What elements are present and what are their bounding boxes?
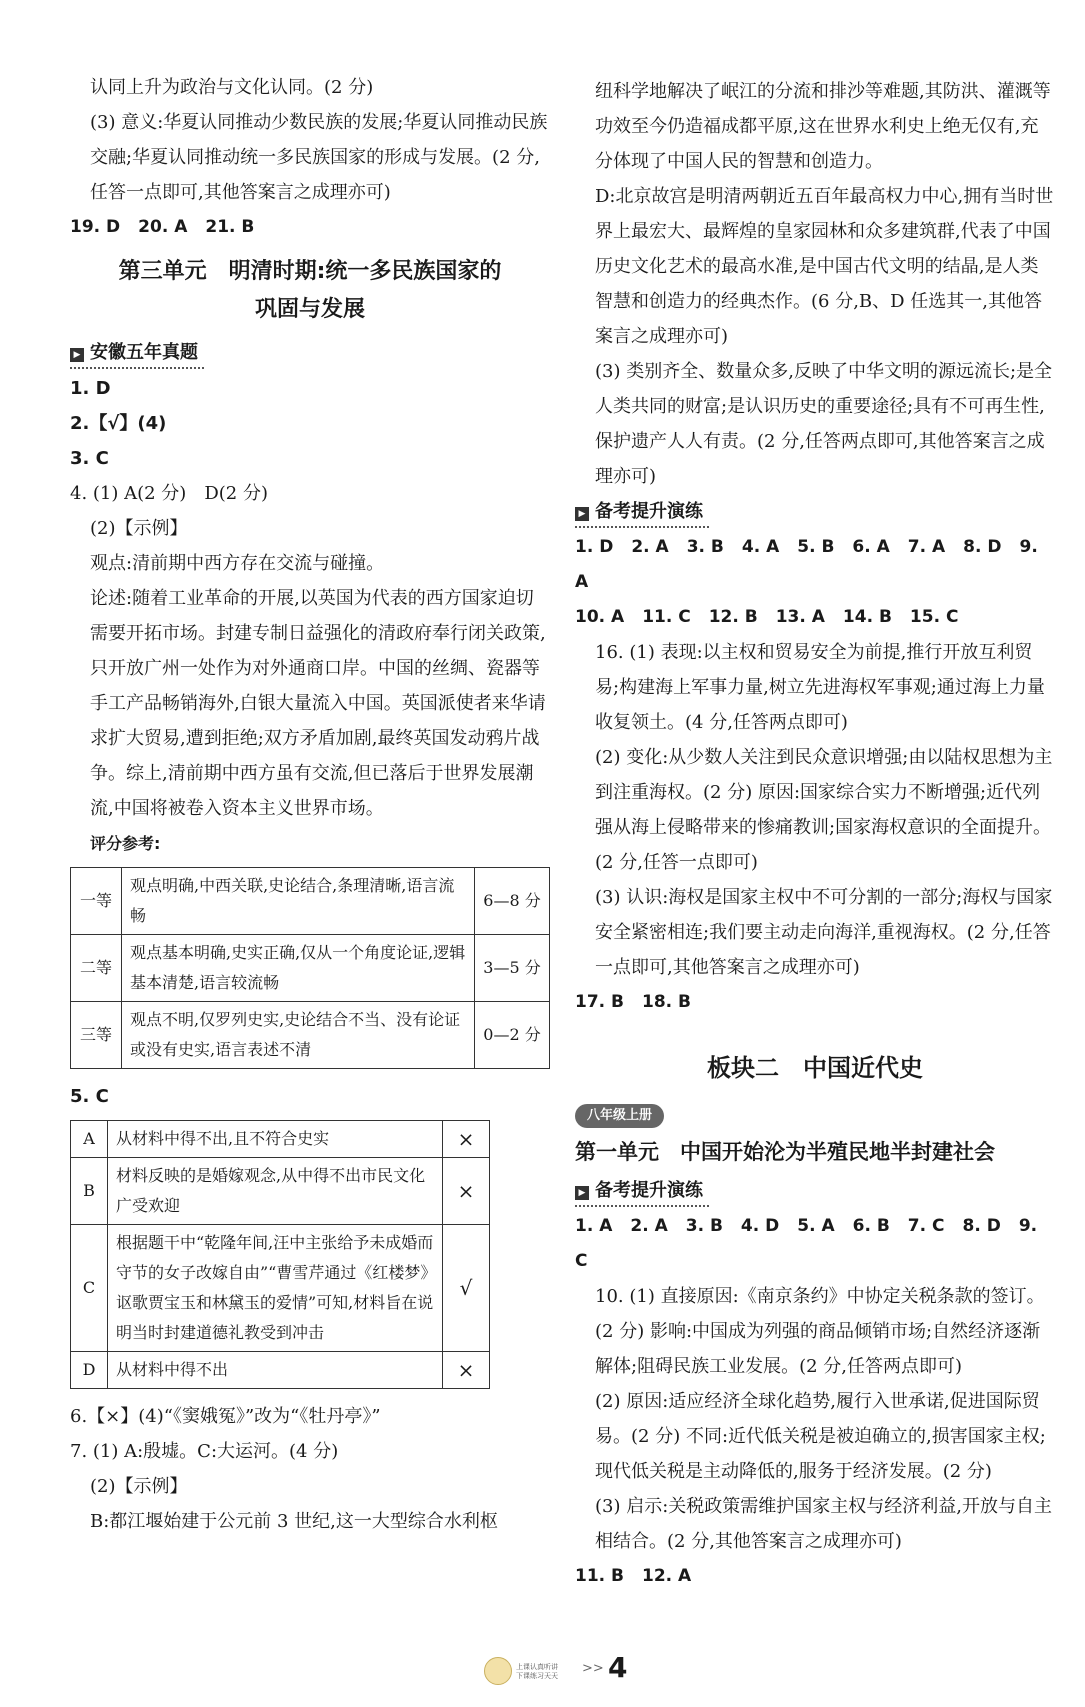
answer: 7. C xyxy=(907,1216,945,1236)
answer: 8. D xyxy=(962,1216,1001,1236)
arrows-icon: >> xyxy=(582,1661,604,1676)
section-heading-label: 备考提升演练 xyxy=(595,1180,703,1201)
answer: 11. B xyxy=(575,1566,624,1586)
answer: 18. B xyxy=(642,992,691,1012)
answer: 3. B xyxy=(686,537,724,557)
answer: 14. B xyxy=(842,607,892,627)
block-title: 板块二 中国近代史 xyxy=(707,1054,923,1082)
option-analysis: 从材料中得不出,且不符合史实 xyxy=(108,1121,443,1158)
answer-text: 认同上升为政治与文化认同。(2 分) xyxy=(90,77,374,98)
answer: 21. B xyxy=(205,217,255,237)
judgement-mark: × xyxy=(443,1121,490,1158)
section-heading xyxy=(575,498,709,528)
section-heading-label: 安徽五年真题 xyxy=(90,342,198,363)
grade-tag xyxy=(575,1096,1055,1131)
unit-title-line: 巩固与发展 xyxy=(254,297,365,322)
answer: 6. A xyxy=(852,537,890,557)
section-heading-label: 备考提升演练 xyxy=(595,501,703,522)
criteria-cell: 观点不明,仅罗列史实,史论结合不当、没有论证或没有史实,语言表述不清 xyxy=(122,1002,475,1069)
table-row xyxy=(71,868,550,935)
answer-row xyxy=(575,530,1055,600)
option-letter: C xyxy=(71,1225,108,1352)
criteria-cell: 观点明确,中西关联,史论结合,条理清晰,语言流畅 xyxy=(122,868,475,935)
answer: 1. D xyxy=(575,537,614,557)
table-row xyxy=(71,1121,490,1158)
answer: 2. A xyxy=(630,1216,668,1236)
judgement-mark: × xyxy=(443,1352,490,1389)
page-number: 4 xyxy=(608,1651,628,1684)
score-cell: 0—2 分 xyxy=(475,1002,550,1069)
slogan-line: 上课认真听讲 xyxy=(516,1663,558,1671)
answer: 4. A xyxy=(741,537,780,557)
answer: 20. A xyxy=(138,217,188,237)
unit-title: 第一单元 中国开始沦为半殖民地半封建社会 xyxy=(575,1140,995,1164)
option-analysis: 从材料中得不出 xyxy=(108,1352,443,1389)
example-label: (2)【示例】 xyxy=(90,1476,188,1497)
table-row xyxy=(71,1002,550,1069)
answer: 5. A xyxy=(797,1216,835,1236)
answer-text: (2) 变化:从少数人关注到民众意识增强;由以陆权思想为主到注重海权。(2 分) 原因:国家综合实力不断增强;近代列强从海上侵略带来的惨痛教训;国家海权意识的全面提升。(2 分,任答一点即可) xyxy=(595,747,1053,873)
right-column xyxy=(575,70,1055,1594)
section-heading xyxy=(575,1177,709,1207)
example-label: (2)【示例】 xyxy=(90,518,188,539)
answer-text: B:都江堰始建于公元前 3 世纪,这一大型综合水利枢 xyxy=(90,1511,498,1532)
grade-tag-label: 八年级上册 xyxy=(575,1104,664,1128)
answer: 17. B xyxy=(575,992,624,1012)
option-letter: D xyxy=(71,1352,108,1389)
scoring-table xyxy=(70,867,550,1069)
triangle-icon: ▶ xyxy=(70,348,84,362)
option-analysis-table xyxy=(70,1120,490,1389)
answer-text: (3) 意义:华夏认同推动少数民族的发展;华夏认同推动民族交融;华夏认同推动统一多民族国家的形成与发展。(2 分,任答一点即可,其他答案言之成理亦可) xyxy=(90,112,548,203)
answer-row xyxy=(575,1209,1055,1279)
answer: 9. C xyxy=(575,1216,1038,1271)
answer: 2. A xyxy=(631,537,669,557)
answer: 5. C xyxy=(70,1086,109,1107)
option-analysis: 根据题干中“乾隆年间,汪中主张给予未成婚而守节的女子改嫁自由”“曹雪芹通过《红楼梦》讴歌贾宝玉和林黛玉的爱情”可知,材料旨在说明当时封建道德礼教受到冲击 xyxy=(108,1225,443,1352)
answer-text: (2) 原因:适应经济全球化趋势,履行入世承诺,促进国际贸易。(2 分) 不同:近代低关税是被迫确立的,损害国家主权;现代低关税是主动降低的,服务于经济发展。(2 分) xyxy=(595,1391,1046,1482)
answer: 4. D xyxy=(740,1216,780,1236)
answer-row xyxy=(70,210,550,245)
answer: 1. D xyxy=(70,378,111,399)
table-row xyxy=(71,935,550,1002)
section-heading xyxy=(70,339,204,369)
answer-text: (3) 启示:关税政策需维护国家主权与经济利益,开放与自主相结合。(2 分,其他答案言之成理亦可) xyxy=(595,1496,1053,1552)
answer: 12. A xyxy=(642,1566,692,1586)
table-row xyxy=(71,1225,490,1352)
unit-title-line: 第三单元 明清时期:统一多民族国家的 xyxy=(118,259,502,284)
answer-text: (3) 认识:海权是国家主权中不可分割的一部分;海权与国家安全紧密相连;我们要主动走向海洋,重视海权。(2 分,任答一点即可,其他答案言之成理亦可) xyxy=(595,887,1053,978)
answer-row xyxy=(575,600,1055,635)
unit-title xyxy=(70,253,550,329)
grade-cell: 一等 xyxy=(71,868,122,935)
slogan-line: 下课练习天天 xyxy=(516,1672,558,1680)
triangle-icon: ▶ xyxy=(575,1186,589,1200)
answer: 3. C xyxy=(70,448,109,469)
table-row xyxy=(71,1352,490,1389)
answer: 1. A xyxy=(575,1216,613,1236)
answer-row xyxy=(575,1559,1055,1594)
criteria-cell: 观点基本明确,史实正确,仅从一个角度论证,逻辑基本清楚,语言较流畅 xyxy=(122,935,475,1002)
page-footer xyxy=(0,1651,1085,1697)
answer: 11. C xyxy=(642,607,691,627)
mascot-icon xyxy=(484,1657,512,1685)
answer: 8. D xyxy=(963,537,1002,557)
answer: 9. A xyxy=(575,537,1038,592)
left-column xyxy=(70,70,550,1539)
score-reference-label: 评分参考: xyxy=(90,834,161,853)
score-cell: 3—5 分 xyxy=(475,935,550,1002)
answer: 7. A xyxy=(907,537,946,557)
judgement-mark: × xyxy=(443,1158,490,1225)
answer: 7. (1) A:殷墟。C:大运河。(4 分) xyxy=(70,1441,339,1462)
answer-text: (3) 类别齐全、数量众多,反映了中华文明的源远流长;是全人类共同的财富;是认识历史的重要途径;具有不可再生性,保护遗产人人有责。(2 分,任答两点即可,其他答案言之成理亦可) xyxy=(595,361,1053,487)
answer-text: 10. (1) 直接原因:《南京条约》中协定关税条款的签订。(2 分) 影响:中国成为列强的商品倾销市场;自然经济逐渐解体;阻碍民族工业发展。(2 分,任答两点即可) xyxy=(595,1286,1045,1377)
answer-text: 纽科学地解决了岷江的分流和排沙等难题,其防洪、灌溉等功效至今仍造福成都平原,这在世界水利史上绝无仅有,充分体现了中国人民的智慧和创造力。 xyxy=(595,81,1051,172)
answer: 12. B xyxy=(708,607,758,627)
option-letter: B xyxy=(71,1158,108,1225)
answer-text: 论述:随着工业革命的开展,以英国为代表的西方国家迫切需要开拓市场。封建专制日益强化的清政府奉行闭关政策,只开放广州一处作为对外通商口岸。中国的丝绸、瓷器等手工产品畅销海外,白银大量流入中国。英国派使者来华请求扩大贸易,遭到拒绝;双方矛盾加剧,最终英国发动鸦片战争。综上,清前期中西方虽有交流,但已落后于世界发展潮流,中国将被卷入资本主义世界市场。 xyxy=(90,588,546,819)
footer-slogan xyxy=(516,1663,558,1681)
judgement-mark: √ xyxy=(443,1225,490,1352)
score-cell: 6—8 分 xyxy=(475,868,550,935)
answer: 13. A xyxy=(775,607,825,627)
answer: 6.【×】(4)“《窦娥冤》”改为“《牡丹亭》” xyxy=(70,1406,381,1427)
answer: 2.【√】(4) xyxy=(70,413,167,434)
answer: 15. C xyxy=(909,607,959,627)
answer: 3. B xyxy=(685,1216,723,1236)
triangle-icon: ▶ xyxy=(575,507,589,521)
answer: 6. B xyxy=(852,1216,890,1236)
table-row xyxy=(71,1158,490,1225)
answer-text: 16. (1) 表现:以主权和贸易安全为前提,推行开放互利贸易;构建海上军事力量,树立先进海权军事观;通过海上力量收复领土。(4 分,任答两点即可) xyxy=(595,642,1045,733)
answer: 4. (1) A(2 分) D(2 分) xyxy=(70,483,268,504)
answer-text: 观点:清前期中西方存在交流与碰撞。 xyxy=(90,553,385,574)
answer-row xyxy=(575,985,1055,1020)
answer-text: D:北京故宫是明清两朝近五百年最高权力中心,拥有当时世界上最宏大、最辉煌的皇家园林和众多建筑群,代表了中国历史文化艺术的最高水准,是中国古代文明的结晶,是人类智慧和创造力的经典杰作。(6 分,B、D 任选其一,其他答案言之成理亦可) xyxy=(595,186,1054,347)
answer: 10. A xyxy=(575,607,625,627)
grade-cell: 二等 xyxy=(71,935,122,1002)
option-letter: A xyxy=(71,1121,108,1158)
option-analysis: 材料反映的是婚嫁观念,从中得不出市民文化广受欢迎 xyxy=(108,1158,443,1225)
answer: 5. B xyxy=(797,537,835,557)
grade-cell: 三等 xyxy=(71,1002,122,1069)
answer: 19. D xyxy=(70,217,121,237)
